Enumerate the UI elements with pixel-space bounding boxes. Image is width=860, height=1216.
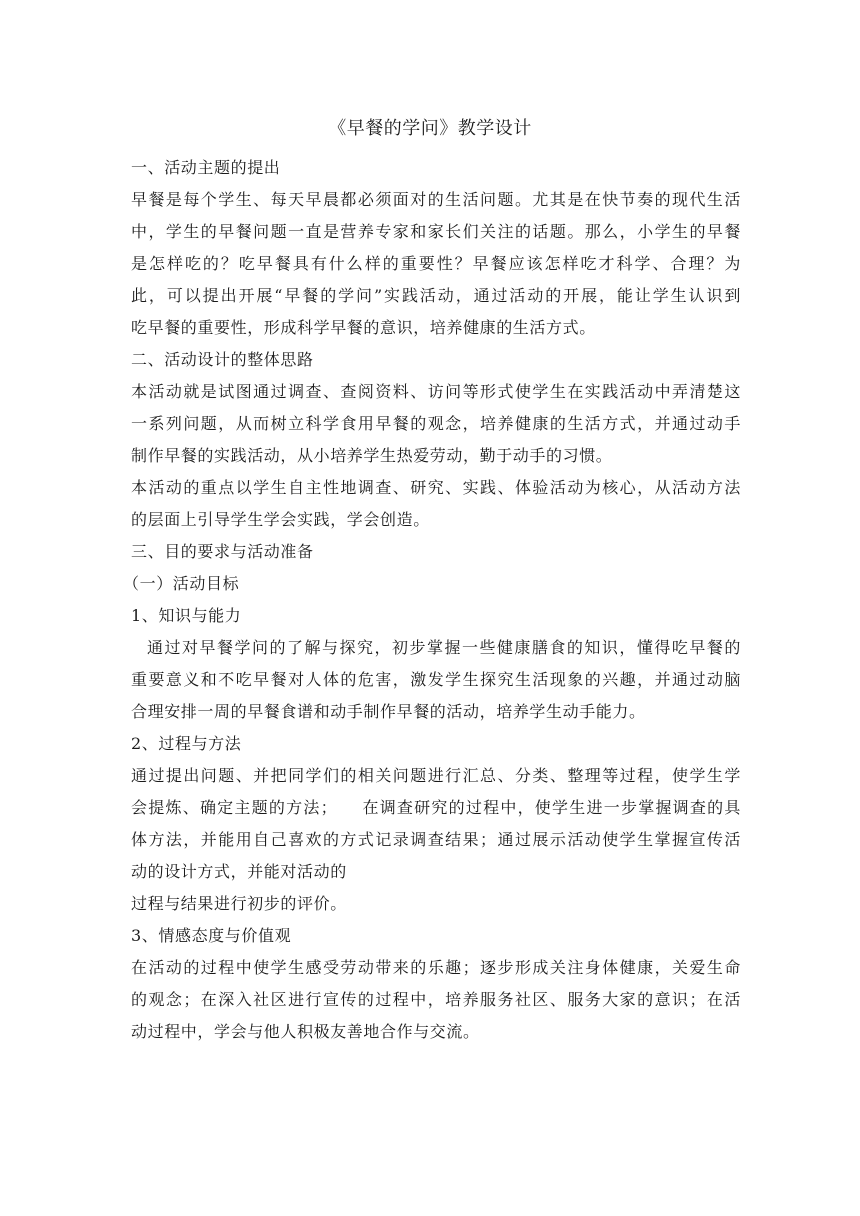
item-heading-1: 1、知识与能力 [131, 606, 242, 625]
paragraph-line: 的观念；在深入社区进行宣传的过程中，培养服务社区、服务大家的意识；在活 [131, 990, 741, 1009]
item-heading-3: 3、情感态度与价值观 [131, 926, 292, 945]
section-heading-1: 一、活动主题的提出 [131, 158, 281, 177]
paragraph-line: 动过程中，学会与他人积极友善地合作与交流。 [131, 1022, 480, 1041]
paragraph-line: 此，可以提出开展“早餐的学问”实践活动，通过活动的开展，能让学生认识到 [131, 286, 741, 305]
paragraph-line: 重要意义和不吃早餐对人体的危害，激发学生探究生活现象的兴趣，并通过动脑 [131, 670, 741, 689]
paragraph-line: 合理安排一周的早餐食谱和动手制作早餐的活动，培养学生动手能力。 [131, 702, 646, 721]
section-heading-2: 二、活动设计的整体思路 [131, 350, 314, 369]
paragraph-line: 制作早餐的实践活动，从小培养学生热爱劳动，勤于动手的习惯。 [131, 446, 613, 465]
paragraph-line: 一系列问题，从而树立科学食用早餐的观念，培养健康的生活方式，并通过动手 [131, 414, 741, 433]
document-body [123, 152, 741, 1048]
paragraph-line: 会提炼、确定主题的方法； 在调查研究的过程中，使学生进一步掌握调查的具 [131, 798, 741, 817]
paragraph-line: 是怎样吃的？吃早餐具有什么样的重要性？早餐应该怎样吃才科学、合理？为 [131, 254, 741, 273]
paragraph-line: 早餐是每个学生、每天早晨都必须面对的生活问题。尤其是在快节奏的现代生活 [131, 190, 741, 209]
paragraph-line: 本活动的重点以学生自主性地调查、研究、实践、体验活动为核心，从活动方法 [131, 478, 741, 497]
document-title: 《早餐的学问》教学设计 [328, 118, 532, 139]
paragraph-line: 在活动的过程中使学生感受劳动带来的乐趣；逐步形成关注身体健康，关爱生命 [131, 958, 741, 977]
section-heading-3: 三、目的要求与活动准备 [131, 542, 314, 561]
paragraph-line: 动的设计方式，并能对活动的 [131, 862, 347, 881]
paragraph-line: 本活动就是试图通过调查、查阅资料、访问等形式使学生在实践活动中弄清楚这 [131, 382, 741, 401]
paragraph-line: 体方法，并能用自己喜欢的方式记录调查结果；通过展示活动使学生掌握宣传活 [131, 830, 741, 849]
subsection-heading: （一）活动目标 [123, 574, 240, 593]
paragraph-line: 中，学生的早餐问题一直是营养专家和家长们关注的话题。那么，小学生的早餐 [131, 222, 741, 241]
paragraph-line: 通过对早餐学问的了解与探究，初步掌握一些健康膳食的知识，懂得吃早餐的 [147, 638, 741, 657]
item-heading-2: 2、过程与方法 [131, 734, 242, 753]
paragraph-line: 过程与结果进行初步的评价。 [131, 894, 347, 913]
paragraph-line: 吃早餐的重要性，形成科学早餐的意识，培养健康的生活方式。 [131, 318, 596, 337]
paragraph-line: 的层面上引导学生学会实践，学会创造。 [131, 510, 430, 529]
paragraph-line: 通过提出问题、并把同学们的相关问题进行汇总、分类、整理等过程，使学生学 [131, 766, 741, 785]
